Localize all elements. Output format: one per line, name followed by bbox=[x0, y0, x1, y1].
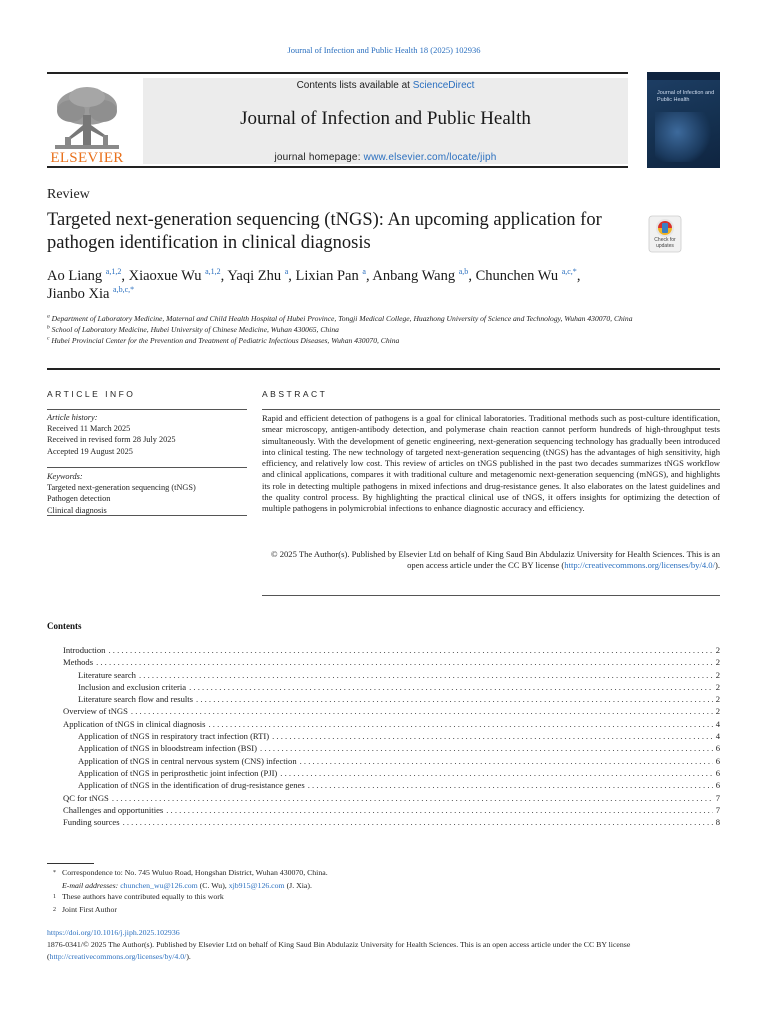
cover-title: Journal of Infection and Public Health bbox=[657, 90, 715, 103]
accepted-date: Accepted 19 August 2025 bbox=[47, 446, 133, 456]
cover-band bbox=[647, 72, 720, 80]
abstract-end-rule bbox=[262, 595, 720, 596]
toc-leader-dots bbox=[189, 682, 713, 692]
author[interactable]: Ao Liang $^{a,1,2}$ bbox=[47, 267, 122, 284]
footnotes bbox=[47, 867, 707, 916]
contents-heading: Contents bbox=[47, 621, 82, 631]
toc-entry-label: Inclusion and exclusion criteria bbox=[78, 681, 187, 692]
author[interactable]: Chunchen Wu $^{a,c,*}$ bbox=[475, 267, 577, 284]
keyword: Pathogen detection bbox=[47, 494, 111, 504]
toc-leader-dots bbox=[196, 694, 713, 704]
toc-entry-label: Funding sources bbox=[63, 817, 120, 828]
toc-leader-dots bbox=[209, 719, 713, 729]
toc-entry-label: QC for tNGS bbox=[63, 792, 109, 803]
toc-entry[interactable] bbox=[63, 768, 720, 780]
toc-entry[interactable] bbox=[63, 793, 720, 805]
toc-leader-dots bbox=[280, 768, 712, 778]
footnote-emails: E-mail addresses: chunchen_wu@126.com (C. Wu), xjb915@126.com (J. Xia). bbox=[62, 880, 312, 890]
email-link[interactable]: chunchen_wu@126.com bbox=[120, 880, 198, 890]
keywords-rule bbox=[47, 467, 247, 468]
toc-leader-dots bbox=[131, 706, 713, 716]
abstract-text: Rapid and efficient detection of pathogens is a goal for clinical laboratories. Traditional methods such as post-culture identification, smear microscopy, antigen-antibody detection, and polymerase chain reaction cannot perform hundreds of high-throughput tests simultaneously. With the development of genetic engineering, next-generation sequencing technology has gradually been introduced into clinical testing. The new technology of targeted next-generation sequencing (tNGS) has the advantages of high sensitivity, high efficiency, and relatively low cost. This review of articles on tNGS published in the past two decades summarizes tNGS workflow and clinical applications, compares it with traditional culture and metagenomic next-generation sequencing (mNGS), and highlights its role in detecting multiple pathogens in mixed infections and drug-resistance genes. It also elaborates on the latest guidelines and the quality control process. By highlighting the practical clinical use of tNGS, it offers insights for optimizing the detection of multiple pathogens in polymicrobial infections to enhance diagnostic accuracy and efficiency. bbox=[262, 413, 720, 514]
journal-cover-thumbnail[interactable] bbox=[647, 72, 720, 168]
affiliations bbox=[47, 313, 647, 346]
issn-copyright: 1876-0341/© 2025 The Author(s). Published by Elsevier Ltd on behalf of King Saud Bin Abdulaziz University for Health Sciences. This is an open access article under the CC BY license (http://creativecommons.org/licenses/by/4.0/). bbox=[47, 940, 631, 961]
author-list: Ao Liang $^{a,1,2}$, Xiaoxue Wu $^{a,1,2}$, Yaqi Zhu $^a$, Lixian Pan $^a$, Anbang Wang $^{a,b}$, Chunchen Wu $^{a,c,*}$, Jianbo Xia $^{a,b,c,*}$ bbox=[47, 267, 581, 302]
affiliation: $^c$ Hubei Provincial Center for the Prevention and Treatment of Pediatric Infectious Diseases, Wuhan 430070, China bbox=[47, 335, 400, 345]
email-link[interactable]: xjb915@126.com bbox=[228, 880, 285, 890]
author[interactable]: Lixian Pan $^a$ bbox=[295, 267, 366, 284]
toc-leader-dots bbox=[139, 670, 713, 680]
article-info-heading: ARTICLE INFO bbox=[47, 389, 136, 399]
toc-entry-page: 6 bbox=[715, 767, 720, 778]
cover-image bbox=[655, 112, 711, 162]
toc-leader-dots bbox=[123, 817, 713, 827]
toc-entry-page: 2 bbox=[715, 645, 720, 655]
toc-entry-label: Overview of tNGS bbox=[63, 706, 128, 717]
received-date: Received 11 March 2025 bbox=[47, 424, 131, 434]
toc-entry[interactable] bbox=[63, 805, 720, 817]
elsevier-wordmark: ELSEVIER bbox=[50, 150, 124, 166]
toc-entry[interactable] bbox=[63, 719, 720, 731]
author[interactable]: Xiaoxue Wu $^{a,1,2}$ bbox=[128, 267, 221, 284]
author[interactable]: Jianbo Xia $^{a,b,c,*}$ bbox=[47, 285, 135, 302]
contents-prefix: Contents lists available at bbox=[296, 80, 413, 91]
keywords bbox=[47, 471, 247, 516]
toc-entry-page: 8 bbox=[715, 817, 720, 828]
article-type: Review bbox=[47, 187, 90, 202]
affiliation: $^b$ School of Laboratory Medicine, Hubei University of Chinese Medicine, Wuhan 430065, China bbox=[47, 324, 339, 334]
homepage-link[interactable]: www.elsevier.com/locate/jiph bbox=[363, 152, 497, 163]
keyword: Clinical diagnosis bbox=[47, 505, 107, 515]
article-history bbox=[47, 412, 247, 457]
sciencedirect-link[interactable]: ScienceDirect bbox=[412, 80, 475, 91]
license-link[interactable]: http://creativecommons.org/licenses/by/4.0/ bbox=[564, 560, 715, 571]
article-title: Targeted next-generation sequencing (tNGS): An upcoming application for pathogen identification in clinical diagnosis bbox=[47, 210, 602, 253]
toc-leader-dots bbox=[300, 756, 713, 766]
contents-available-line bbox=[143, 80, 628, 91]
toc-entry-label: Literature search bbox=[78, 669, 136, 680]
toc-leader-dots bbox=[96, 657, 713, 667]
toc-entry-label: Introduction bbox=[63, 645, 106, 655]
history-label: Article history: bbox=[47, 413, 98, 422]
keyword: Targeted next-generation sequencing (tNGS) bbox=[47, 483, 196, 493]
toc-entry-page: 2 bbox=[715, 706, 720, 717]
header-bottom-rule bbox=[47, 166, 628, 168]
toc-entry[interactable] bbox=[63, 682, 720, 694]
footer-license-link[interactable]: http://creativecommons.org/licenses/by/4.0/ bbox=[49, 951, 187, 961]
journal-title: Journal of Infection and Public Health bbox=[240, 108, 531, 129]
footnote-1: 1 These authors have contributed equally to this work bbox=[53, 892, 224, 901]
footnote-correspondence: * Correspondence to: No. 745 Wuluo Road, Hongshan District, Wuhan 430070, China. bbox=[53, 868, 328, 877]
article-info-rule bbox=[47, 409, 247, 410]
footnote-2: 2 Joint First Author bbox=[53, 904, 118, 914]
revised-date: Received in revised form 28 July 2025 bbox=[47, 435, 176, 445]
abstract-rule bbox=[262, 409, 720, 410]
toc-entry-page: 2 bbox=[715, 694, 720, 705]
toc-entry-label: Literature search flow and results bbox=[78, 694, 194, 705]
toc-entry[interactable] bbox=[63, 731, 720, 743]
toc-entry-label: Application of tNGS in periprosthetic joint infection (PJI) bbox=[78, 767, 278, 778]
author[interactable]: Yaqi Zhu $^a$ bbox=[227, 267, 289, 284]
doi-link[interactable]: https://doi.org/10.1016/j.jiph.2025.102936 bbox=[47, 928, 180, 937]
toc-entry-page: 2 bbox=[715, 681, 720, 692]
toc-entry[interactable] bbox=[63, 694, 720, 706]
journal-homepage-line bbox=[143, 152, 628, 163]
homepage-prefix: journal homepage: bbox=[274, 152, 364, 163]
toc-entry[interactable] bbox=[63, 670, 720, 682]
toc-entry-page: 7 bbox=[715, 792, 720, 803]
toc-entry[interactable] bbox=[63, 756, 720, 768]
toc-leader-dots bbox=[308, 780, 713, 790]
journal-reference[interactable]: Journal of Infection and Public Health 18 (2025) 102936 bbox=[287, 45, 481, 55]
toc-entry[interactable] bbox=[63, 645, 720, 657]
toc-entry-label: Application of tNGS in respiratory tract infection (RTI) bbox=[78, 731, 270, 742]
toc-entry-label: Methods bbox=[63, 657, 94, 668]
toc-entry[interactable] bbox=[63, 780, 720, 792]
affiliation: $^a$ Department of Laboratory Medicine, Maternal and Child Health Hospital of Hubei Province, Tongji Medical College, Huazhong University of Science and Technology, Wuhan 430070, China bbox=[47, 313, 633, 323]
article-info-end-rule bbox=[47, 515, 247, 516]
toc-leader-dots bbox=[108, 645, 712, 655]
toc-entry-page: 4 bbox=[715, 731, 720, 742]
toc-entry-label: Challenges and opportunities bbox=[63, 804, 164, 815]
abstract-heading: ABSTRACT bbox=[262, 389, 328, 399]
keywords-label: Keywords: bbox=[47, 472, 83, 481]
toc-leader-dots bbox=[260, 743, 713, 753]
footnote-rule bbox=[47, 863, 94, 864]
toc-entry-label: Application of tNGS in the identification of drug-resistance genes bbox=[78, 780, 305, 791]
check-for-updates-label[interactable]: Check for updates bbox=[654, 237, 676, 249]
author[interactable]: Anbang Wang $^{a,b}$ bbox=[372, 267, 469, 284]
toc-entry-page: 6 bbox=[715, 780, 720, 791]
toc-entry[interactable] bbox=[63, 743, 720, 755]
toc-entry-label: Application of tNGS in central nervous system (CNS) infection bbox=[78, 755, 297, 766]
toc-entry-page: 6 bbox=[715, 755, 720, 766]
toc-entry-page: 2 bbox=[715, 669, 720, 680]
toc-entry-page: 6 bbox=[715, 743, 720, 754]
toc-leader-dots bbox=[112, 793, 713, 803]
toc-entry[interactable] bbox=[63, 817, 720, 829]
toc-entry-page: 4 bbox=[715, 718, 720, 729]
toc-entry-page: 2 bbox=[715, 657, 720, 668]
table-of-contents bbox=[63, 645, 720, 829]
toc-entry-page: 7 bbox=[715, 804, 720, 815]
toc-leader-dots bbox=[272, 731, 713, 741]
toc-entry[interactable] bbox=[63, 706, 720, 718]
section-rule bbox=[47, 368, 720, 370]
toc-entry-label: Application of tNGS in bloodstream infection (BSI) bbox=[78, 743, 258, 754]
toc-entry-label: Application of tNGS in clinical diagnosis bbox=[63, 718, 206, 729]
header-top-rule bbox=[47, 72, 628, 74]
toc-entry[interactable] bbox=[63, 657, 720, 669]
abstract-copyright: © 2025 The Author(s). Published by Elsevier Ltd on behalf of King Saud Bin Abdulaziz University for Health Sciences. This is an open access article under the CC BY license (http://creativecommons.org/licenses/by/4.0/). bbox=[271, 549, 720, 571]
toc-leader-dots bbox=[166, 805, 712, 815]
